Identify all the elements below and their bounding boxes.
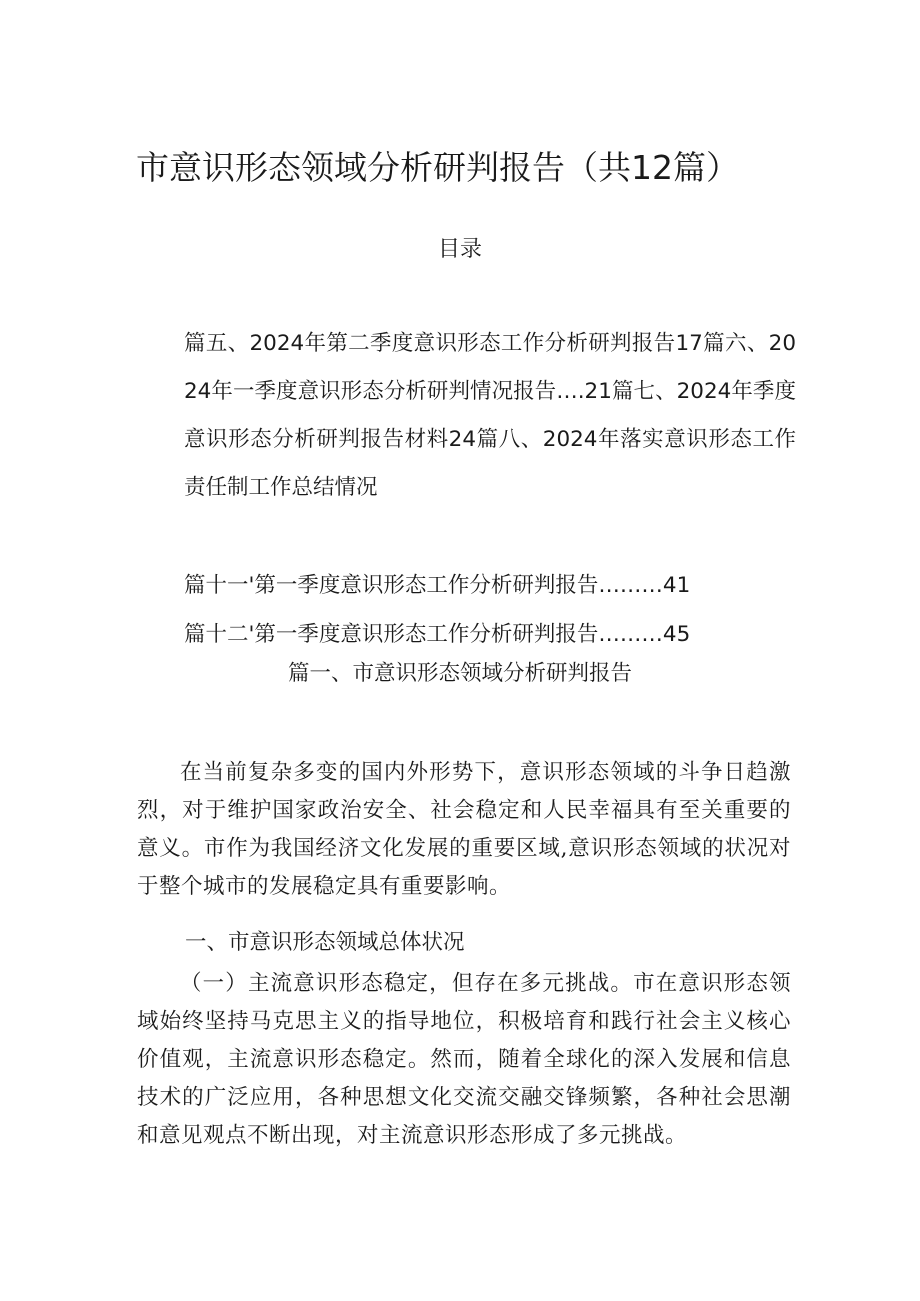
toc-item-12: 篇十二'第一季度意识形态工作分析研判报告………45: [184, 622, 691, 647]
toc-heading: 目录: [437, 237, 482, 262]
subheading: 一、市意识形态领域总体状况: [185, 930, 465, 955]
body-paragraph: （一）主流意识形态稳定，但存在多元挑战。市在意识形态领域始终坚持马克思主义的指导地位，积极培育和践行社会主义核心价值观，主流意识形态稳定。然而，随着全球化的深入发展和信息技术的广泛应用，各种思想文化交流交融交锋频繁，各种社会思潮和意见观点不断出现，对主流意识形态形成了多元挑战。: [137, 971, 791, 1148]
toc-item-11: 篇十一'第一季度意识形态工作分析研判报告………41: [184, 573, 691, 598]
document-title: 市意识形态领域分析研判报告（共12篇）: [136, 148, 739, 187]
toc-block: 篇五、2024年第二季度意识形态工作分析研判报告17篇六、2024年一季度意识形态分析研判情况报告….21篇七、2024年季度意识形态分析研判报告材料24篇八、2024年落实意识形态工作责任制工作总结情况: [184, 331, 796, 500]
body-paragraph: 在当前复杂多变的国内外形势下，意识形态领域的斗争日趋激烈，对于维护国家政治安全、社会稳定和人民幸福具有至关重要的意义。市作为我国经济文化发展的重要区域,意识形态领域的状况对于整个城市的发展稳定具有重要影响。: [137, 760, 791, 899]
section-title: 篇一、市意识形态领域分析研判报告: [287, 661, 632, 686]
